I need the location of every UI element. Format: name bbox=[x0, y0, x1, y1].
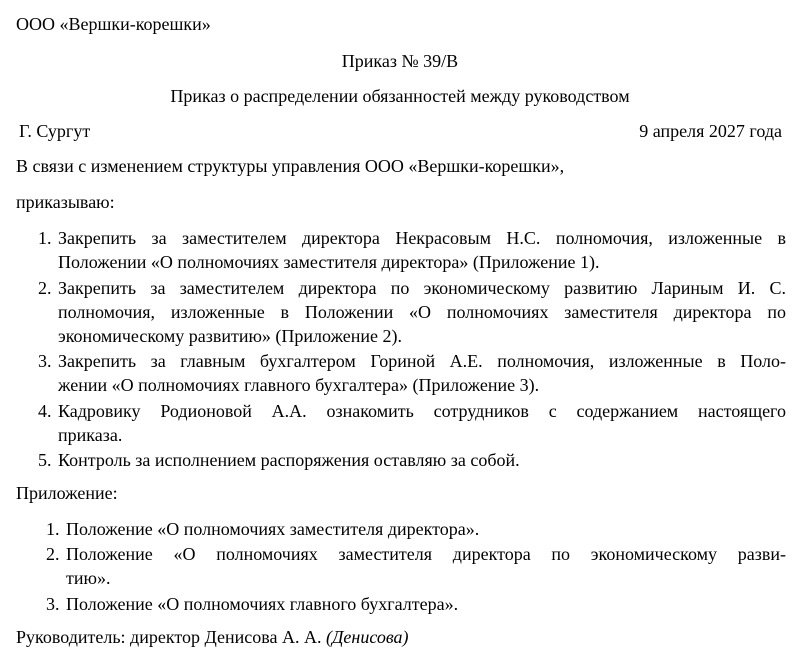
list-item-number: 3. bbox=[46, 594, 60, 614]
list-item-line: приказа. bbox=[58, 425, 123, 445]
appendix-heading: Приложение: bbox=[16, 483, 118, 503]
list-item-line: полномочия, изложенные в Положении «О полномочиях заместителя директора по bbox=[58, 302, 786, 322]
list-item-line: Кадровику Родионовой А.А. ознакомить сотрудников с содержанием настоящего bbox=[58, 401, 786, 421]
intro-text: В связи с изменением структуры управления ООО «Вершки-корешки», bbox=[16, 156, 565, 176]
list-item-line: Контроль за исполнением распоряжения оставляю за собой. bbox=[58, 450, 520, 470]
list-item-line: экономическому развитию» (Приложение 2). bbox=[58, 326, 403, 346]
list-item-line: Положении «О полномочиях заместителя директора» (Приложение 1). bbox=[58, 252, 600, 272]
list-item-line: жении «О полномочиях главного бухгалтера» (Приложение 3). bbox=[58, 375, 540, 395]
list-item-number: 2. bbox=[38, 278, 52, 298]
list-item-number: 2. bbox=[46, 544, 60, 564]
list-item-line: Положение «О полномочиях заместителя директора по экономическому разви- bbox=[66, 544, 786, 564]
order-date: 9 апреля 2027 года bbox=[639, 121, 782, 141]
list-item-line: Положение «О полномочиях главного бухгалтера». bbox=[66, 594, 459, 614]
list-item-line: Положение «О полномочиях заместителя директора». bbox=[66, 519, 480, 539]
signer-line bbox=[16, 628, 409, 646]
list-item-number: 1. bbox=[46, 519, 60, 539]
order-number: Приказ № 39/В bbox=[341, 51, 459, 71]
list-item-line: Закрепить за заместителем директора Некрасовым Н.С. полномочия, изложенные в bbox=[58, 228, 786, 248]
order-word: приказываю: bbox=[16, 192, 115, 212]
list-item-line: Закрепить за заместителем директора по экономическому развитию Лариным И. С. bbox=[58, 278, 786, 298]
list-item-number: 4. bbox=[38, 401, 52, 421]
list-item-number: 3. bbox=[38, 351, 52, 371]
company-name: ООО «Вершки-корешки» bbox=[16, 14, 211, 34]
city: Г. Сургут bbox=[19, 121, 91, 141]
order-title: Приказ о распределении обязанностей между руководством bbox=[170, 86, 630, 106]
list-item-number: 1. bbox=[38, 228, 52, 248]
list-item-line: Закрепить за главным бухгалтером Гориной А.Е. полномочия, изложенные в Поло- bbox=[58, 351, 786, 371]
signer-title: Руководитель: директор Денисова А. А. bbox=[16, 627, 322, 647]
list-item-line: тию». bbox=[66, 568, 111, 588]
signature: (Денисова) bbox=[325, 627, 409, 647]
list-item-number: 5. bbox=[38, 450, 52, 470]
